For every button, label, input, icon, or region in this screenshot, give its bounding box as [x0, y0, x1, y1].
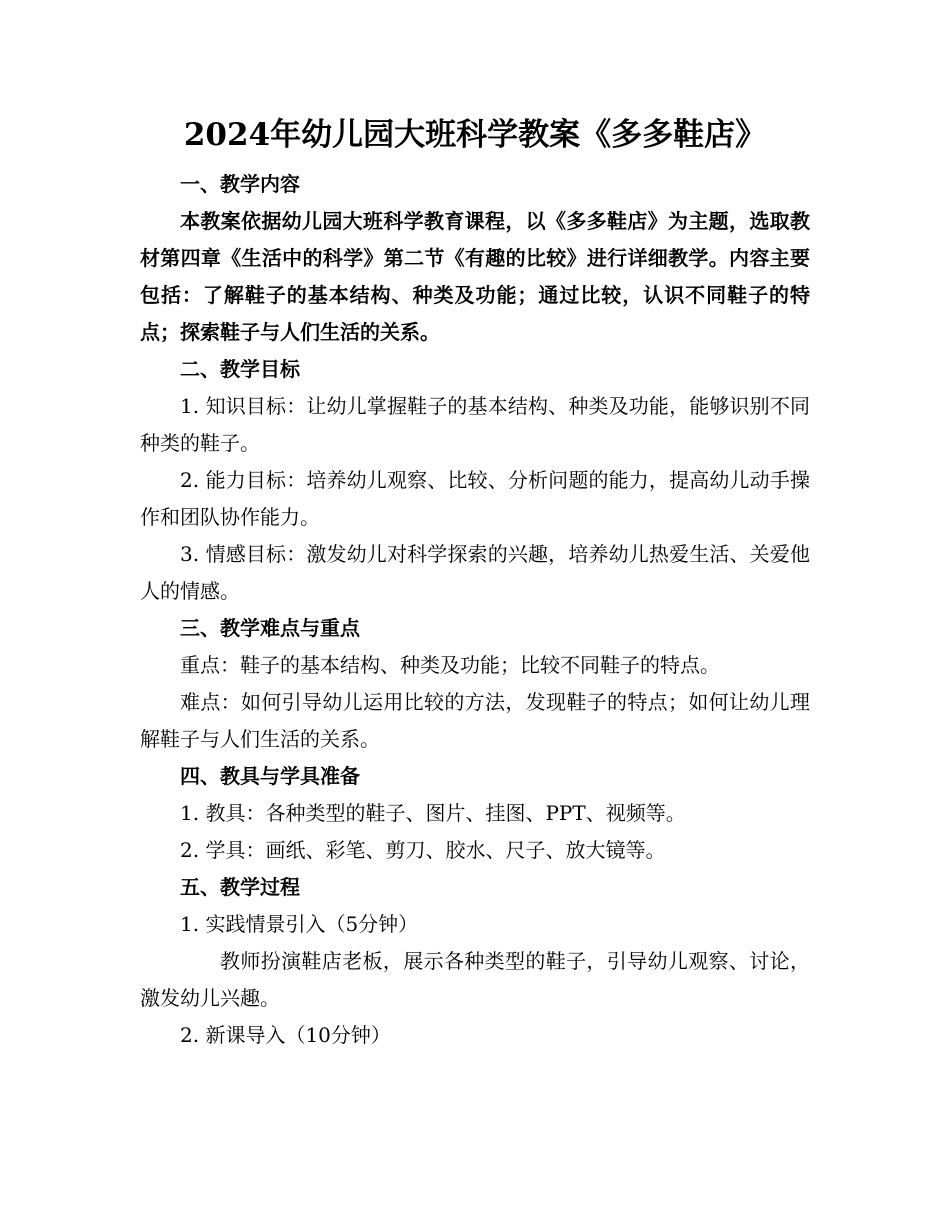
process-step-1-body: 教师扮演鞋店老板，展示各种类型的鞋子，引导幼儿观察、讨论，激发幼儿兴趣。: [140, 949, 810, 1010]
section-heading-materials: 四、教具与学具准备: [180, 764, 360, 788]
section-heading-teaching-process: 五、教学过程: [180, 875, 300, 899]
document-page: [140, 112, 810, 1054]
materials-teacher: 1. 教具：各种类型的鞋子、图片、挂图、PPT、视频等。: [180, 801, 686, 825]
process-step-2-title: 2. 新课导入（10分钟）: [180, 1023, 391, 1047]
goal-ability: 2. 能力目标：培养幼儿观察、比较、分析问题的能力，提高幼儿动手操作和团队协作能力。: [140, 468, 810, 529]
section-heading-teaching-content: 一、教学内容: [180, 172, 300, 196]
goal-knowledge: 1. 知识目标：让幼儿掌握鞋子的基本结构、种类及功能，能够识别不同种类的鞋子。: [140, 394, 810, 455]
key-point-paragraph: 重点：鞋子的基本结构、种类及功能；比较不同鞋子的特点。: [180, 653, 720, 677]
teaching-content-paragraph: 本教案依据幼儿园大班科学教育课程，以《多多鞋店》为主题，选取教材第四章《生活中的科学》第二节《有趣的比较》进行详细教学。内容主要包括：了解鞋子的基本结构、种类及功能；通过比较，认识不同鞋子的特点；探索鞋子与人们生活的关系。: [140, 209, 810, 344]
section-heading-teaching-goals: 二、教学目标: [180, 357, 300, 381]
goal-emotion: 3. 情感目标：激发幼儿对科学探索的兴趣，培养幼儿热爱生活、关爱他人的情感。: [140, 542, 810, 603]
materials-student: 2. 学具：画纸、彩笔、剪刀、胶水、尺子、放大镜等。: [180, 838, 666, 862]
section-heading-key-points: 三、教学难点与重点: [180, 616, 360, 640]
process-step-1-title: 1. 实践情景引入（5分钟）: [180, 912, 419, 936]
document-title: 2024年幼儿园大班科学教案《多多鞋店》: [183, 117, 767, 153]
difficulty-paragraph: 难点：如何引导幼儿运用比较的方法，发现鞋子的特点；如何让幼儿理解鞋子与人们生活的关系。: [140, 690, 810, 751]
